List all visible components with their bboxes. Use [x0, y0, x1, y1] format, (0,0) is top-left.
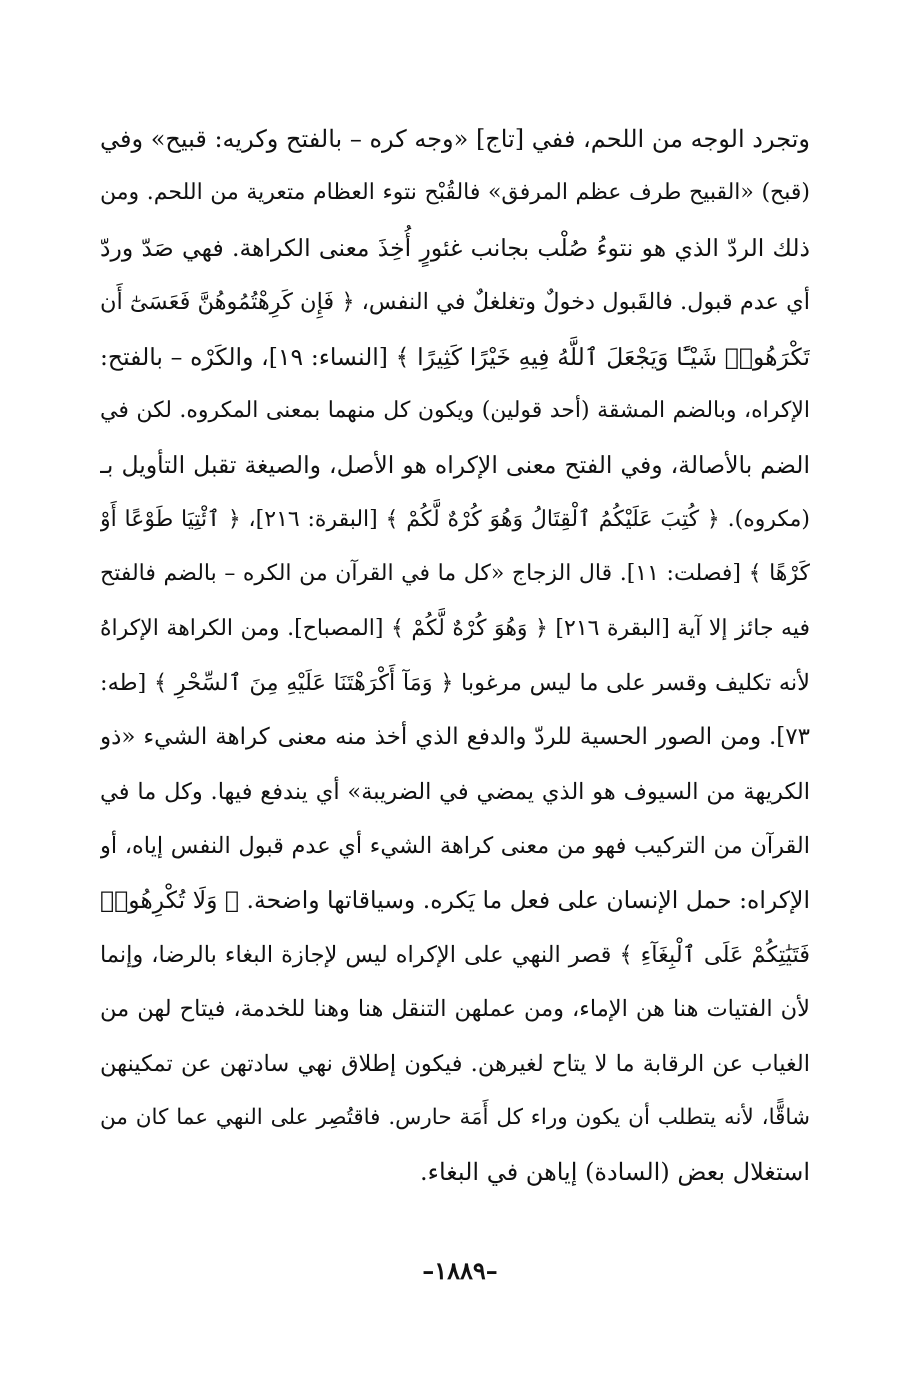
text-line: الكريهة من السيوف هو الذي يمضي في الضريبة» أي يندفع فيها. وكل ما في — [100, 778, 810, 805]
text-line: الضم بالأصالة، وفي الفتح معنى الإكراه هو الأصل، والصيغة تقبل التأويل بـ — [100, 451, 810, 480]
text-line: ذلك الردّ الذي هو نتوءُ صُلْب بجانب غئورٍ أُخِذَ معنى الكراهة. فهي صَدّ وردّ — [100, 233, 810, 262]
text-line: الإكراه: حمل الإنسان على فعل ما يَكره. وسياقاتها واضحة. ﴿ وَلَا تُكْرِهُوا۟ — [100, 886, 810, 915]
text-line: أي عدم قبول. فالقَبول دخولٌ وتغلغلٌ في النفس، ﴿ فَإِن كَرِهْتُمُوهُنَّ فَعَسَىٰٓ أَن — [100, 289, 810, 316]
text-line: تَكْرَهُوا۟ شَيْـًٔا وَيَجْعَلَ ٱللَّهُ فِيهِ خَيْرًا كَثِيرًا ﴾ [النساء: ١٩]، والكَرْه – بالفتح: — [100, 342, 810, 371]
text-line: القرآن من التركيب فهو من معنى كراهة الشيء أي عدم قبول النفس إياه، أو — [100, 833, 810, 860]
text-line: فيه جائز إلا آية [البقرة ٢١٦] ﴿ وَهُوَ كُرْهٌ لَّكُمْ ﴾ [المصباح]. ومن الكراهة الإكراهُ — [100, 615, 810, 641]
text-line: (قبح) «القبيح طرف عظم المرفق» فالقُبْح نتوء العظام متعرية من اللحم. ومن — [100, 180, 810, 206]
text-line: لأن الفتيات هنا هن الإماء، ومن عملهن التنقل هنا وهنا للخدمة، فيتاح لهن من — [100, 996, 810, 1023]
text-line: الغياب عن الرقابة ما لا يتاح لغيرهن. فيكون إطلاق نهي سادتهن عن تمكينهن — [100, 1050, 810, 1077]
text-line: وتجرد الوجه من اللحم، ففي [تاج] «وجه كره – بالفتح وكريه: قبيح» وفي — [100, 125, 810, 153]
body-text — [100, 112, 810, 1200]
text-line: استغلال بعض (السادة) إياهن في البغاء. — [420, 1158, 810, 1187]
text-line: الإكراه، وبالضم المشقة (أحد قولين) ويكون كل منهما بمعنى المكروه. لكن في — [100, 397, 810, 423]
text-line: (مكروه). ﴿ كُتِبَ عَلَيْكُمُ ٱلْقِتَالُ وَهُوَ كُرْهٌ لَّكُمْ ﴾ [البقرة: ٢١٦]، ﴿ ٱئْتِيَا طَوْعًا أَوْ — [100, 506, 810, 532]
text-line: كَرْهًا ﴾ [فصلت: ١١]. قال الزجاج «كل ما في القرآن من الكره – بالضم فالفتح — [100, 561, 810, 587]
text-line: فَتَيَٰتِكُمْ عَلَى ٱلْبِغَآءِ ﴾ قصر النهي على الإكراه ليس لإجازة البغاء بالرضا، وإنما — [100, 941, 810, 968]
text-line: لأنه تكليف وقسر على ما ليس مرغوبا ﴿ وَمَآ أَكْرَهْتَنَا عَلَيْهِ مِنَ ٱلسِّحْرِ ﴾ [طه: — [100, 669, 810, 696]
text-line: ٧٣]. ومن الصور الحسية للردّ والدفع الذي أخذ منه معنى كراهة الشيء «ذو — [100, 724, 810, 751]
text-line: شاقًّا، لأنه يتطلب أن يكون وراء كل أَمَة حارس. فاقتُصِر على النهي عما كان من — [100, 1105, 810, 1131]
page-number: –١٨٨٩– — [422, 1256, 498, 1285]
